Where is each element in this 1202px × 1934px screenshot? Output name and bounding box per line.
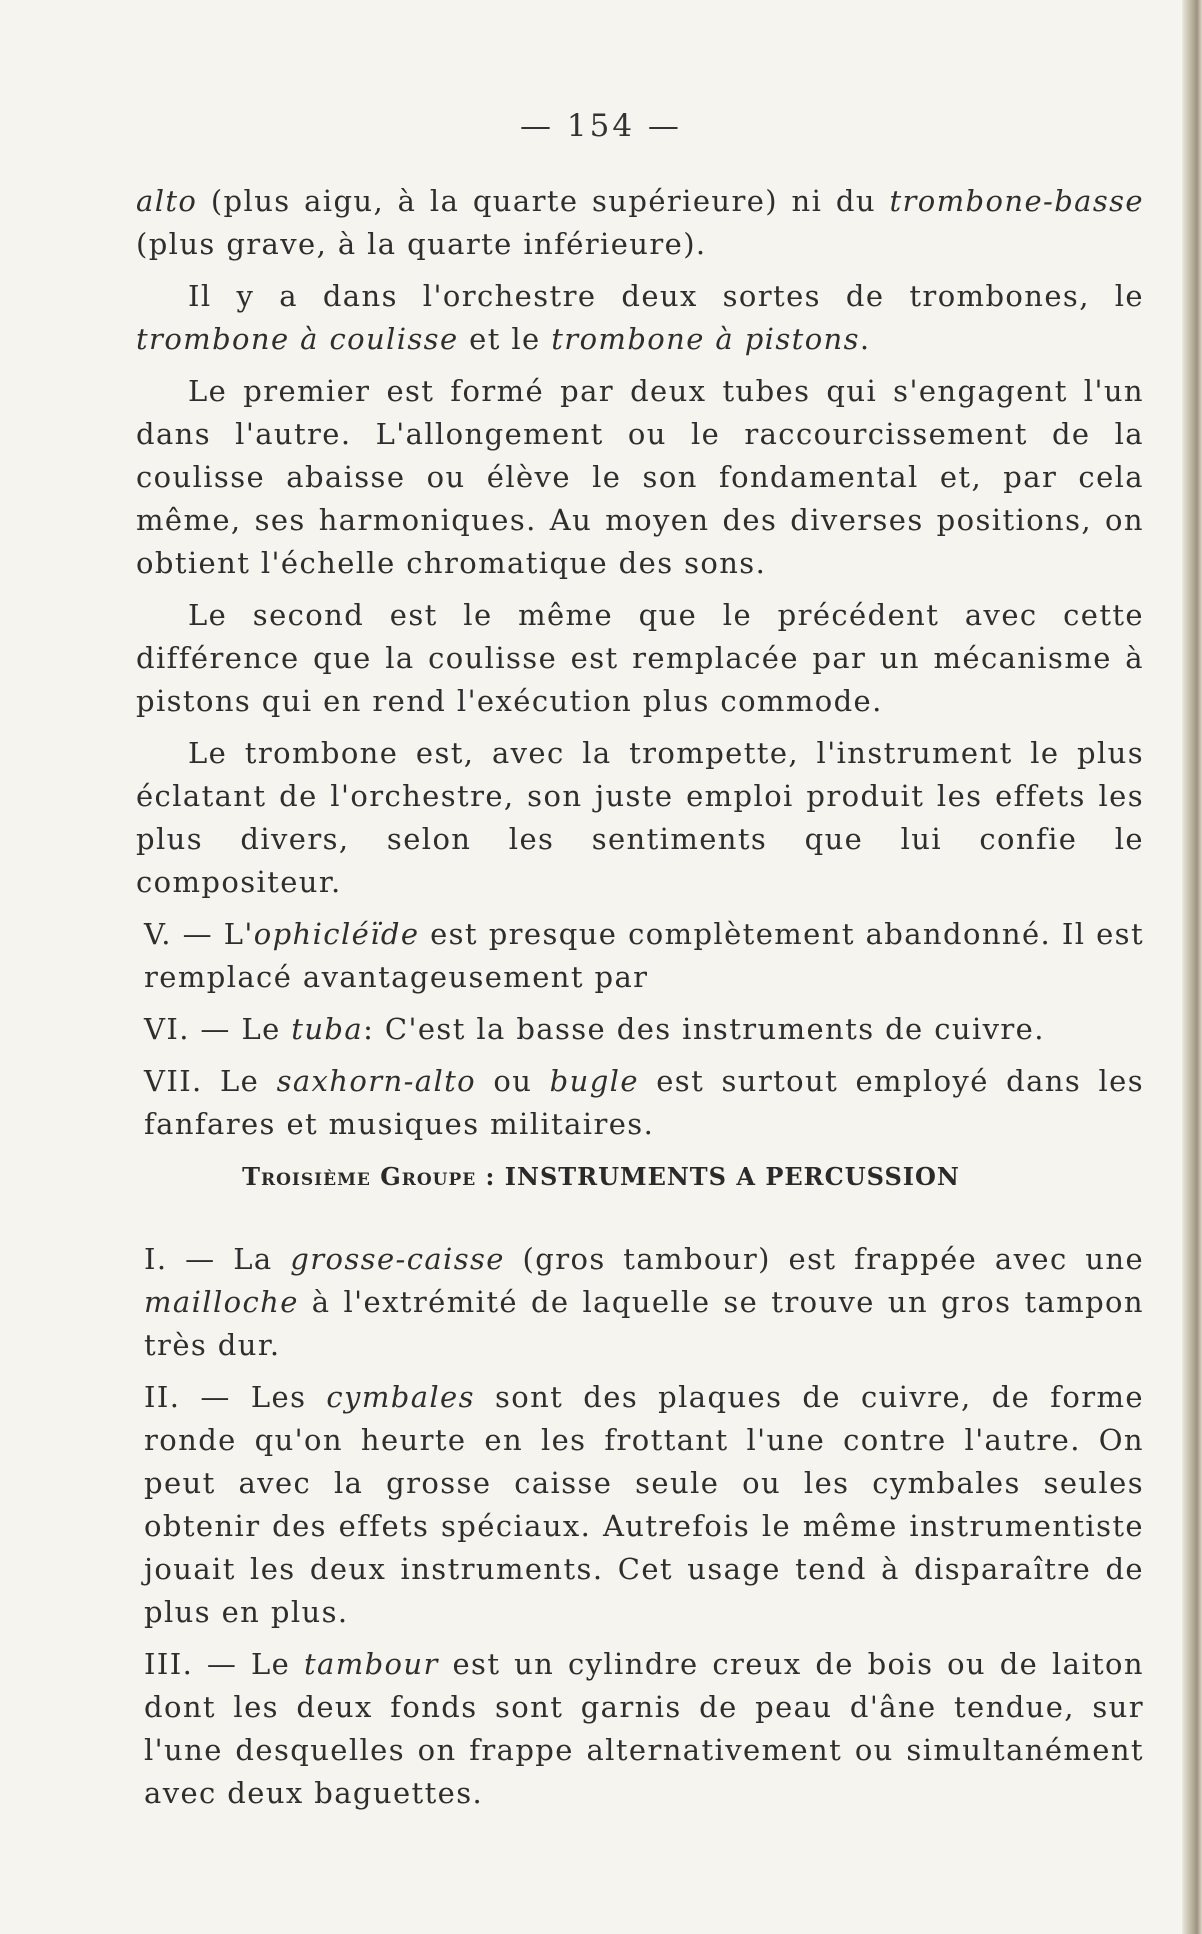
paragraph-tuba	[136, 1008, 1144, 1051]
paragraph-text: II. — Les	[144, 1380, 327, 1414]
paragraph-cymbales	[136, 1376, 1144, 1634]
body-text-upper	[136, 180, 1144, 1155]
italic-term: tambour	[303, 1647, 439, 1681]
italic-term: trombone à coulisse	[136, 322, 459, 356]
section-heading	[0, 1162, 1202, 1191]
paragraph-text: Il y a dans l'orchestre deux sortes de trombones, le	[188, 279, 1144, 313]
italic-term: ophicléïde	[253, 917, 420, 951]
page-number: — 154 —	[520, 108, 682, 144]
paragraph-text: VI. — Le	[144, 1012, 292, 1046]
italic-term: saxhorn-alto	[276, 1064, 477, 1098]
paragraph-text: (plus grave, à la quarte inférieure).	[136, 227, 707, 261]
italic-term: trombone-basse	[889, 184, 1144, 218]
paragraph-text: ou	[476, 1064, 550, 1098]
body-text-lower	[136, 1238, 1144, 1824]
paragraph-second-trombone: Le second est le même que le précédent avec cette différence que la coulisse est remplacée par un mécanisme à pistons qui en rend l'exécution plus commode.	[136, 598, 1144, 718]
paragraph-text: est surtout employé dans les fanfares et musiques militaires.	[144, 1064, 1144, 1141]
italic-term: alto	[136, 184, 198, 218]
italic-term: tuba	[291, 1012, 364, 1046]
italic-term: grosse-caisse	[290, 1242, 505, 1276]
paragraph-text: sont des plaques de cuivre, de forme ronde qu'on heurte en les frottant l'une contre l'autre. On peut avec la grosse caisse seule ou les cymbales seules obtenir des effets spéciaux. Autrefois le même instrumentiste jouait les deux instruments. Cet usage tend à disparaître de plus en plus.	[144, 1380, 1144, 1629]
paragraph-text: V. — L'	[144, 917, 254, 951]
paragraph-text: .	[859, 322, 871, 356]
paragraph-tambour	[136, 1643, 1144, 1815]
paragraph-first-trombone: Le premier est formé par deux tubes qui s'engagent l'un dans l'autre. L'allongement ou le raccourcissement de la coulisse abaisse ou élève le son fondamental et, par cela même, ses harmoniques. Au moyen des diverses positions, on obtient l'échelle chromatique des sons.	[136, 374, 1144, 580]
paragraph-text: III. — Le	[144, 1647, 304, 1681]
heading-group-title: INSTRUMENTS A PERCUSSION	[504, 1162, 960, 1191]
paragraph-grosse-caisse	[136, 1238, 1144, 1367]
paragraph-text: est un cylindre creux de bois ou de laiton dont les deux fonds sont garnis de peau d'âne tendue, sur l'une desquelles on frappe alternativement ou simultanément avec deux baguettes.	[144, 1647, 1144, 1810]
paragraph-text: à l'extrémité de laquelle se trouve un gros tampon très dur.	[144, 1285, 1144, 1362]
italic-term: trombone à pistons	[551, 322, 860, 356]
italic-term: bugle	[549, 1064, 639, 1098]
paragraph-text: (gros tambour) est frappée avec une	[504, 1242, 1145, 1276]
paragraph-ophicleide	[136, 913, 1144, 999]
page-edge	[1182, 0, 1202, 1934]
paragraph-text: est presque complètement abandonné. Il est remplacé avantageusement par	[144, 917, 1144, 994]
paragraph-text: VII. Le	[144, 1064, 277, 1098]
heading-group-label: Troisième Groupe :	[242, 1162, 505, 1191]
paragraph-text: et le	[458, 322, 552, 356]
paragraph-alto-continuation	[136, 180, 1144, 266]
paragraph-text: I. — La	[144, 1242, 291, 1276]
paragraph-saxhorn	[136, 1060, 1144, 1146]
paragraph-trombone-types	[136, 275, 1144, 361]
paragraph-trombone-orchestra: Le trombone est, avec la trompette, l'instrument le plus éclatant de l'orchestre, son juste emploi produit les effets les plus divers, selon les sentiments que lui confie le compositeur.	[136, 736, 1144, 899]
italic-term: cymbales	[326, 1380, 475, 1414]
paragraph-text: : C'est la basse des instruments de cuivre.	[363, 1012, 1045, 1046]
italic-term: mailloche	[144, 1285, 299, 1319]
paragraph-text: (plus aigu, à la quarte supérieure) ni du	[197, 184, 890, 218]
